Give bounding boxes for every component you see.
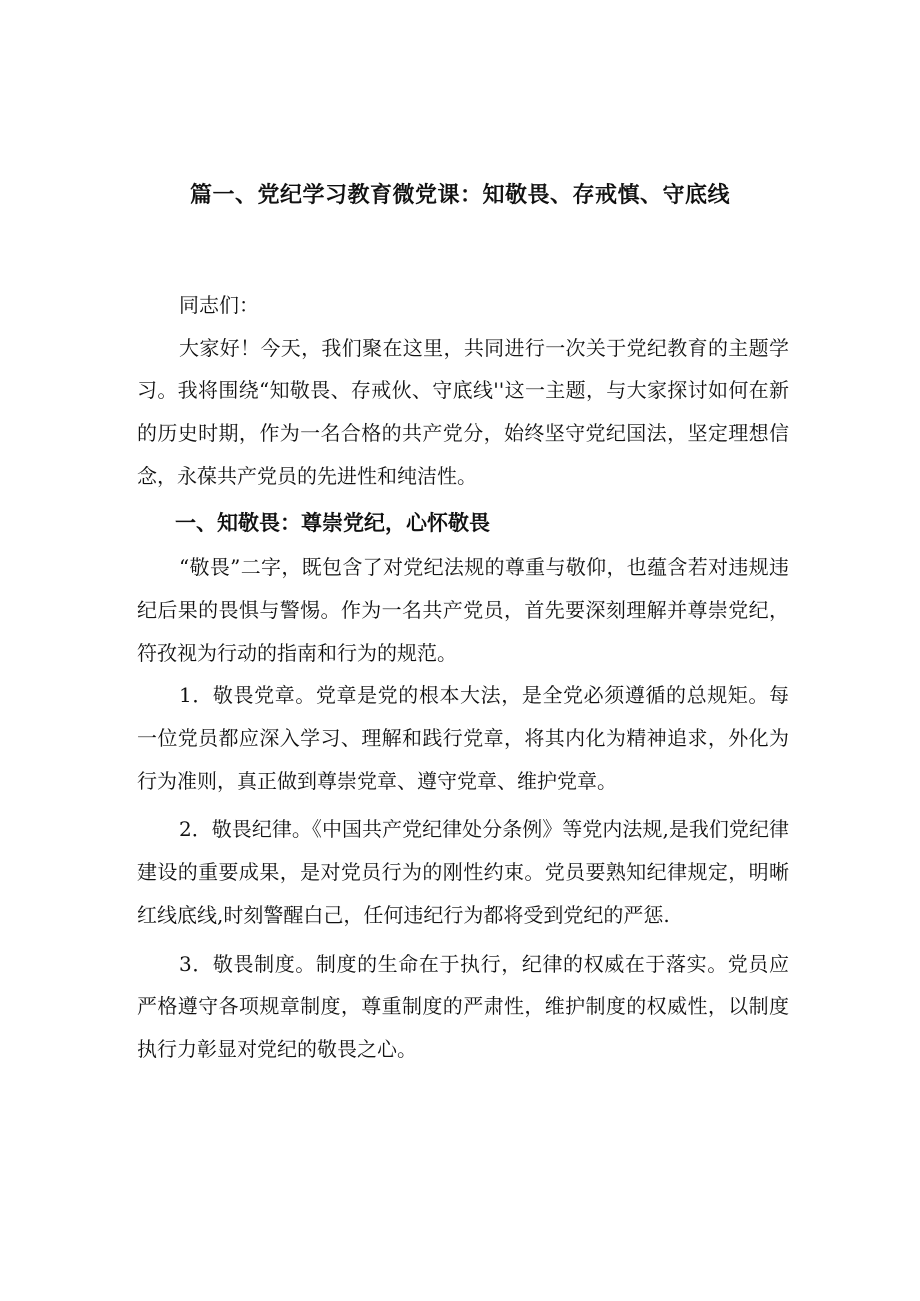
list-item-party-constitution: 1．敬畏党章。党章是党的根本大法，是全党必须遵循的总规矩。每一位党员都应深入学习、理解和践行党章，将其内化为精神追求，外化为行为准则，真正做到尊崇党章、遵守党章、维护党章。 xyxy=(137,683,789,793)
intro-paragraph: 大家好！今天，我们聚在这里，共同进行一次关于党纪教育的主题学习。我将围绕“知敬畏、存戒伙、守底线''这一主题，与大家探讨如何在新的历史时期，作为一名合格的共产党分，始终坚守党纪国法，坚定理想信念，永葆共产党员的先进性和纯洁性。 xyxy=(137,335,789,488)
section-paragraph: “敬畏”二字，既包含了对党纪法规的尊重与敬仰，也蕴含若对违规违纪后果的畏惧与警惕。作为一名共产党员，首先要深刻理解并尊崇党纪，符孜视为行动的指南和行为的规范。 xyxy=(137,555,789,665)
document-body xyxy=(137,284,789,1071)
list-item-discipline: 2．敬畏纪律。《中国共产党纪律处分条例》等党内法规,是我们党纪律建设的重要成果，是对党员行为的刚性约束。党员要熟知纪律规定，明晰红线底线,时刻警醒白己，任何违纪行为都将受到党纪的严惩. xyxy=(137,817,789,927)
document-title: 篇一、党纪学习教育微党课：知敬畏、存戒慎、守底线 xyxy=(189,183,730,208)
list-item-system: 3．敬畏制度。制度的生命在于执行，纪律的权威在于落实。党员应严格遵守各项规章制度，尊重制度的严肃性，维护制度的权威性，以制度执行力彰显对党纪的敬畏之心。 xyxy=(137,951,789,1061)
salutation: 同志们： xyxy=(179,293,259,317)
section-heading: 一、知敬畏：尊崇党纪，心怀敬畏 xyxy=(175,510,490,535)
